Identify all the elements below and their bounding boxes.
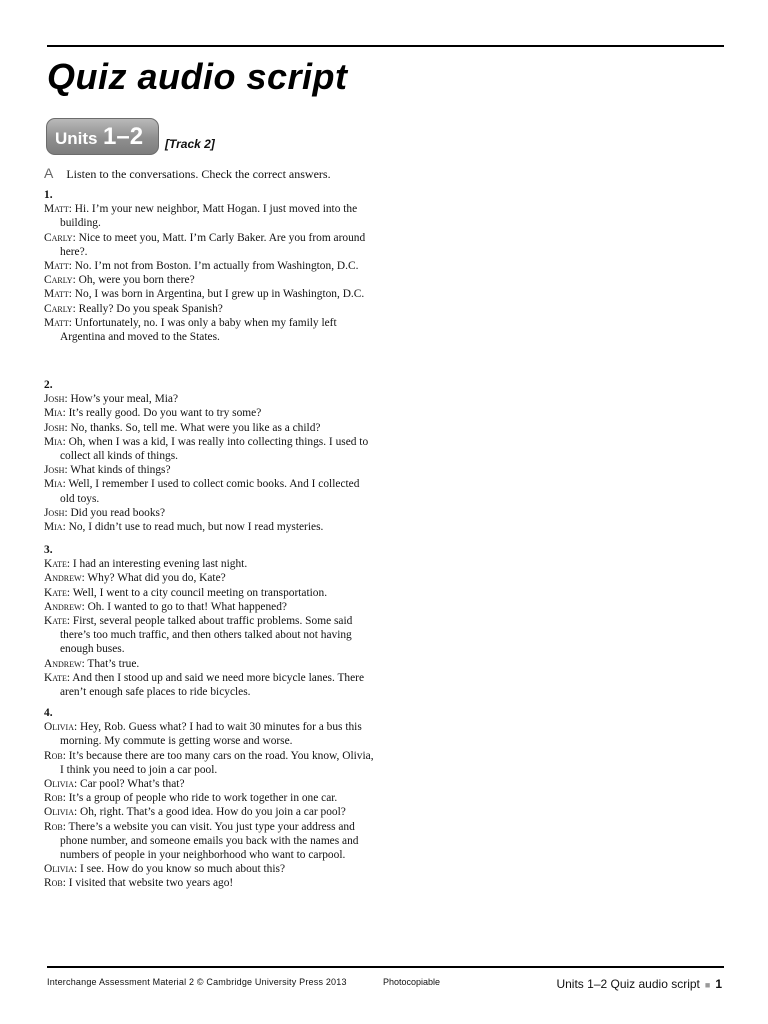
dialogue-line	[44, 435, 374, 463]
speaker-name: Kate	[44, 615, 67, 628]
dialogue-text: : Really? Do you speak Spanish?	[72, 302, 223, 315]
dialogue-text: : Nice to meet you, Matt. I’m Carly Baker. Are you from around here?.	[60, 231, 366, 258]
dialogue-line	[44, 506, 374, 520]
dialogue-line	[44, 406, 374, 420]
dialogue-line	[44, 720, 374, 748]
speaker-name: Mia	[44, 521, 63, 534]
speaker-name: Josh	[44, 506, 65, 519]
instruction-text: Listen to the conversations. Check the correct answers.	[66, 167, 331, 181]
dialogue-line	[44, 671, 374, 699]
dialogue-text: : It’s a group of people who ride to work together in one car.	[62, 792, 338, 805]
dialogue-text: : No, I was born in Argentina, but I grew up in Washington, D.C.	[68, 288, 365, 301]
speaker-name: Carly	[44, 302, 73, 315]
footer-rule	[47, 966, 724, 968]
footer-photocopiable: Photocopiable	[383, 977, 441, 987]
dialogue-text: : Oh, when I was a kid, I was really into collecting things. I used to collect all kinds of things.	[60, 435, 369, 463]
speaker-name: Matt	[44, 316, 69, 329]
dialogue-line	[44, 557, 374, 571]
section-letter: A	[44, 165, 54, 181]
speaker-name: Kate	[44, 586, 67, 599]
dialogue-text: : And then I stood up and said we need more bicycle lanes. There aren’t enough safe places to ride bicycles.	[60, 671, 365, 699]
dialogue-text: : Why? What did you do, Kate?	[81, 572, 226, 585]
dialogue-text: : Car pool? What’s that?	[74, 778, 185, 791]
dialogue-text: : Oh, were you born there?	[72, 274, 195, 287]
dialogue-line	[44, 273, 374, 287]
conversation-number: 1.	[44, 189, 53, 201]
dialogue-line	[44, 614, 374, 657]
dialogue-text: : No, thanks. So, tell me. What were you like as a child?	[64, 421, 321, 434]
dialogue-line	[44, 477, 374, 505]
dialogue-line	[44, 287, 374, 301]
dialogue-line	[44, 791, 374, 805]
speaker-name: Matt	[44, 288, 69, 301]
dialogue-line	[44, 657, 374, 671]
speaker-name: Andrew	[44, 657, 82, 670]
speaker-name: Matt	[44, 203, 69, 216]
dialogue-text: : Hi. I’m your new neighbor, Matt Hogan. I just moved into the building.	[60, 203, 358, 230]
dialogue-text: : Oh. I wanted to go to that! What happened?	[81, 600, 287, 613]
bullet-icon: ■	[704, 979, 711, 990]
speaker-name: Rob	[44, 749, 63, 762]
dialogue-text: : It’s because there are too many cars on the road. You know, Olivia, I think you need to join a car pool.	[60, 749, 374, 776]
speaker-name: Olivia	[44, 721, 74, 734]
dialogue-line	[44, 302, 374, 316]
dialogue-text: : I see. How do you know so much about this?	[74, 863, 286, 876]
speaker-name: Carly	[44, 231, 73, 244]
dialogue-line	[44, 421, 374, 435]
speaker-name: Rob	[44, 820, 63, 833]
dialogue-line	[44, 820, 374, 863]
dialogue-text: : It’s really good. Do you want to try some?	[62, 407, 262, 420]
track-label: [Track 2]	[165, 137, 215, 151]
speaker-name: Mia	[44, 407, 63, 420]
conversation-3	[44, 543, 374, 699]
badge-units-numbers: 1–2	[103, 123, 144, 150]
dialogue-line	[44, 600, 374, 614]
dialogue-text: : What kinds of things?	[64, 464, 171, 477]
dialogue-line	[44, 392, 374, 406]
dialogue-text: : I visited that website two years ago!	[62, 877, 234, 890]
dialogue-text: : First, several people talked about traffic problems. Some said there’s too much traffic, and then others talked about not having enough buses.	[60, 615, 353, 656]
top-rule	[47, 45, 724, 47]
speaker-name: Carly	[44, 274, 73, 287]
dialogue-line	[44, 202, 374, 230]
dialogue-text: : That’s true.	[81, 657, 140, 670]
dialogue-text: : There’s a website you can visit. You just type your address and phone number, and someone emails you back with the names and numbers of people in your neighborhood who want to carpool.	[60, 820, 359, 862]
speaker-name: Matt	[44, 260, 69, 273]
dialogue-text: : Oh, right. That’s a good idea. How do you join a car pool?	[74, 806, 346, 819]
speaker-name: Andrew	[44, 600, 82, 613]
speaker-name: Josh	[44, 464, 65, 477]
conversation-number: 3.	[44, 544, 53, 556]
dialogue-text: : No. I’m not from Boston. I’m actually from Washington, D.C.	[68, 260, 359, 273]
dialogue-text: : How’s your meal, Mia?	[64, 393, 179, 406]
speaker-name: Rob	[44, 877, 63, 890]
dialogue-line	[44, 862, 374, 876]
dialogue-line	[44, 571, 374, 585]
dialogue-text: : Hey, Rob. Guess what? I had to wait 30 minutes for a bus this morning. My commute is getting worse and worse.	[60, 721, 362, 748]
speaker-name: Josh	[44, 421, 65, 434]
dialogue-text: : Did you read books?	[64, 506, 166, 519]
dialogue-line	[44, 316, 374, 344]
dialogue-line	[44, 586, 374, 600]
speaker-name: Kate	[44, 558, 67, 571]
speaker-name: Mia	[44, 478, 63, 491]
conversation-4	[44, 706, 374, 891]
footer-page-info	[556, 977, 722, 991]
dialogue-line	[44, 520, 374, 534]
conversation-number: 4.	[44, 707, 53, 719]
dialogue-text: : Well, I remember I used to collect comic books. And I collected old toys.	[60, 478, 360, 505]
badge-units-label: Units	[55, 129, 98, 148]
dialogue-text: : No, I didn’t use to read much, but now I read mysteries.	[62, 521, 324, 534]
page-number: 1	[715, 977, 722, 991]
dialogue-line	[44, 259, 374, 273]
dialogue-line	[44, 805, 374, 819]
dialogue-text: : I had an interesting evening last night.	[66, 558, 248, 571]
instruction-line	[44, 165, 331, 182]
conversation-number: 2.	[44, 379, 53, 391]
footer-section-title: Units 1–2 Quiz audio script	[556, 977, 700, 991]
conversation-1	[44, 188, 374, 344]
footer-copyright: Interchange Assessment Material 2 © Cambridge University Press 2013	[47, 977, 347, 987]
speaker-name: Mia	[44, 435, 63, 448]
dialogue-line	[44, 777, 374, 791]
conversation-2	[44, 378, 374, 534]
speaker-name: Kate	[44, 671, 67, 684]
speaker-name: Andrew	[44, 572, 82, 585]
dialogue-line	[44, 231, 374, 259]
dialogue-line	[44, 876, 374, 890]
dialogue-line	[44, 749, 374, 777]
page-title: Quiz audio script	[47, 56, 348, 97]
speaker-name: Josh	[44, 393, 65, 406]
units-badge	[46, 118, 159, 155]
dialogue-text: : Unfortunately, no. I was only a baby when my family left Argentina and moved to the States.	[60, 316, 337, 344]
speaker-name: Olivia	[44, 778, 74, 791]
speaker-name: Olivia	[44, 863, 74, 876]
speaker-name: Rob	[44, 792, 63, 805]
speaker-name: Olivia	[44, 806, 74, 819]
dialogue-line	[44, 463, 374, 477]
dialogue-text: : Well, I went to a city council meeting on transportation.	[66, 586, 328, 599]
